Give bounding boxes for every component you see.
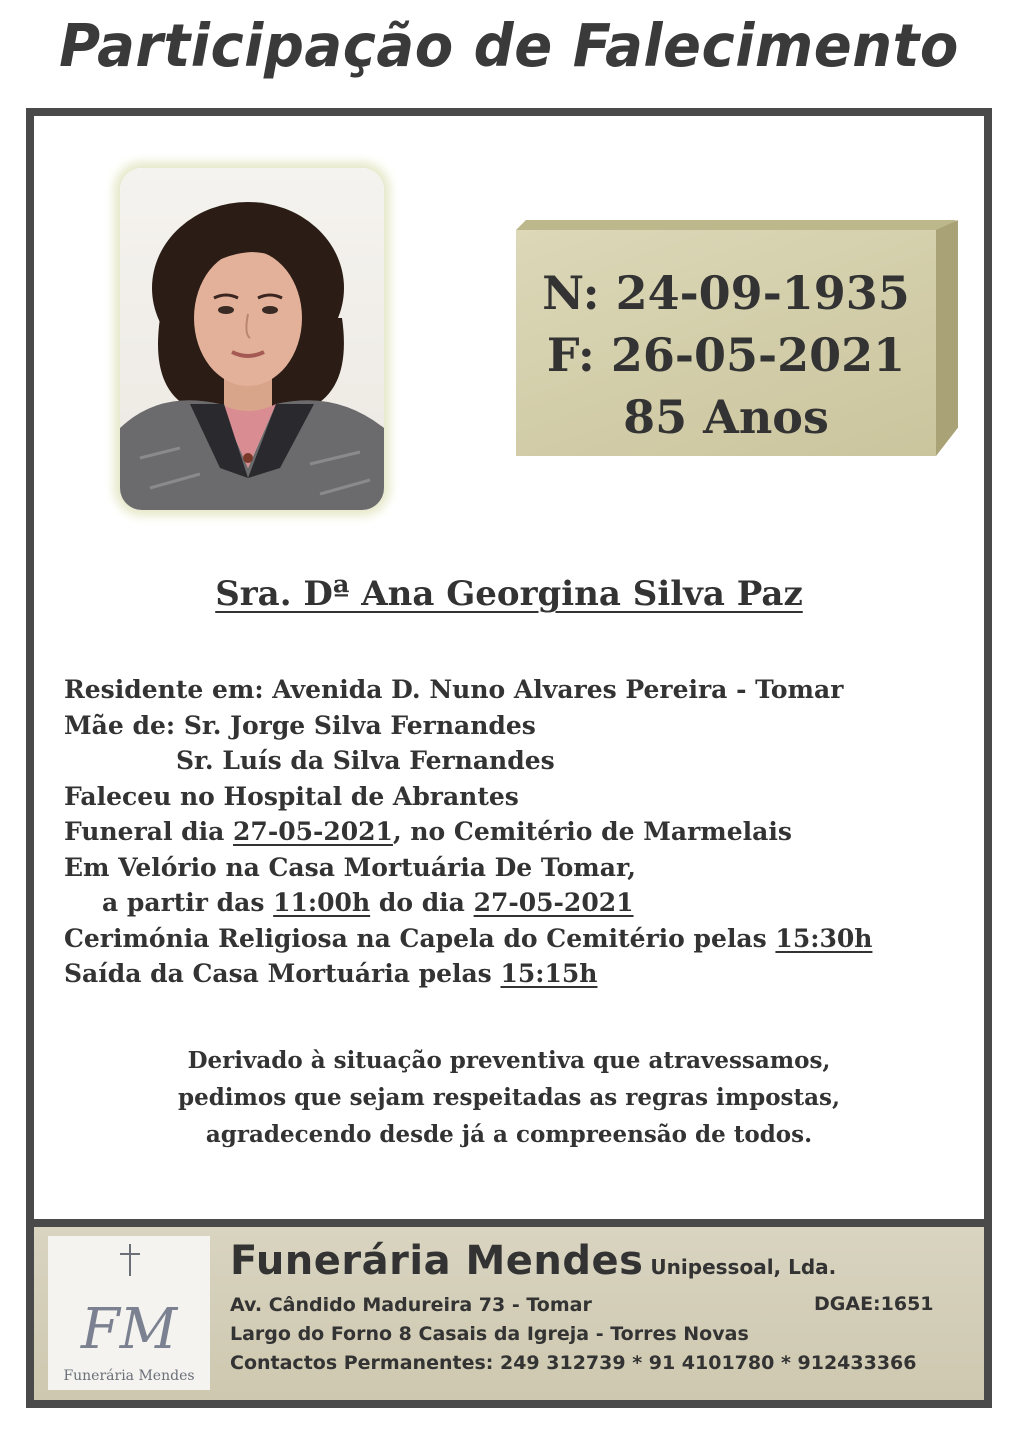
funeral-date: 27-05-2021 [233,817,393,846]
notice-line-3: agradecendo desde já a compreensão de todos. [205,1121,813,1148]
deceased-name: Sra. Dª Ana Georgina Silva Paz [215,574,803,614]
ceremony-time: 15:30h [775,923,873,953]
ceremony-line [64,921,944,957]
panel-bevel-side [936,220,958,456]
funeral-details [64,672,944,992]
funeral-place: , no Cemitério de Marmelais [392,817,792,846]
wake-day-label: do dia [370,888,474,917]
cross-monogram-icon [48,1236,210,1366]
company-name: Funerária Mendes [230,1238,644,1284]
deceased-name-heading [0,574,1018,614]
wake-place-line: Em Velório na Casa Mortuária De Tomar, [64,852,637,882]
contacts-line: Contactos Permanentes: 249 312739 * 91 4101780 * 912433366 [230,1352,917,1374]
age: 85 Anos [623,390,829,444]
wake-date: 27-05-2021 [473,888,634,917]
logo-caption: Funerária Mendes [63,1368,195,1384]
dates-panel [516,230,936,456]
wake-from-label: a partir das [102,888,274,917]
page-title: Participação de Falecimento [59,12,959,81]
notice-line-2: pedimos que sejam respeitadas as regras impostas, [178,1084,840,1111]
dgae-number: DGAE:1651 [814,1293,934,1315]
company-name-line [230,1238,836,1284]
departure-time: 15:15h [500,959,598,988]
departure-label: Saída da Casa Mortuária pelas [64,959,501,988]
ceremony-label: Cerimónia Religiosa na Capela do Cemitério pelas [64,923,776,953]
wake-time-line [64,885,944,921]
portrait-photo [120,168,384,510]
covid-notice [0,1042,1018,1153]
died-at-line: Faleceu no Hospital de Abrantes [64,781,519,811]
mother-of-label: Mãe de: [64,710,184,740]
logo-monogram: FM [80,1297,178,1362]
child-1: Sr. Jorge Silva Fernandes [183,710,536,740]
funeral-line [64,814,944,850]
address-tomar: Av. Cândido Madureira 73 - Tomar [230,1294,592,1316]
portrait-illustration [120,168,384,510]
notice-line-1: Derivado à situação preventiva que atravessamos, [187,1047,831,1074]
address-torres-novas: Largo do Forno 8 Casais da Igreja - Torres Novas [230,1323,749,1345]
panel-bevel-top [516,220,956,230]
funeral-label: Funeral dia [64,817,234,846]
mother-of-line [64,708,944,744]
company-logo [48,1236,210,1390]
company-suffix: Unipessoal, Lda. [643,1255,837,1279]
death-date: F: 26-05-2021 [546,328,906,382]
wake-time: 11:00h [273,888,371,917]
footer-divider [34,1219,984,1227]
residence-line: Residente em: Avenida D. Nuno Alvares Pereira - Tomar [64,675,844,704]
birth-date: N: 24-09-1935 [542,266,910,320]
departure-line [64,956,944,992]
child-2: Sr. Luís da Silva Fernandes [176,746,555,775]
